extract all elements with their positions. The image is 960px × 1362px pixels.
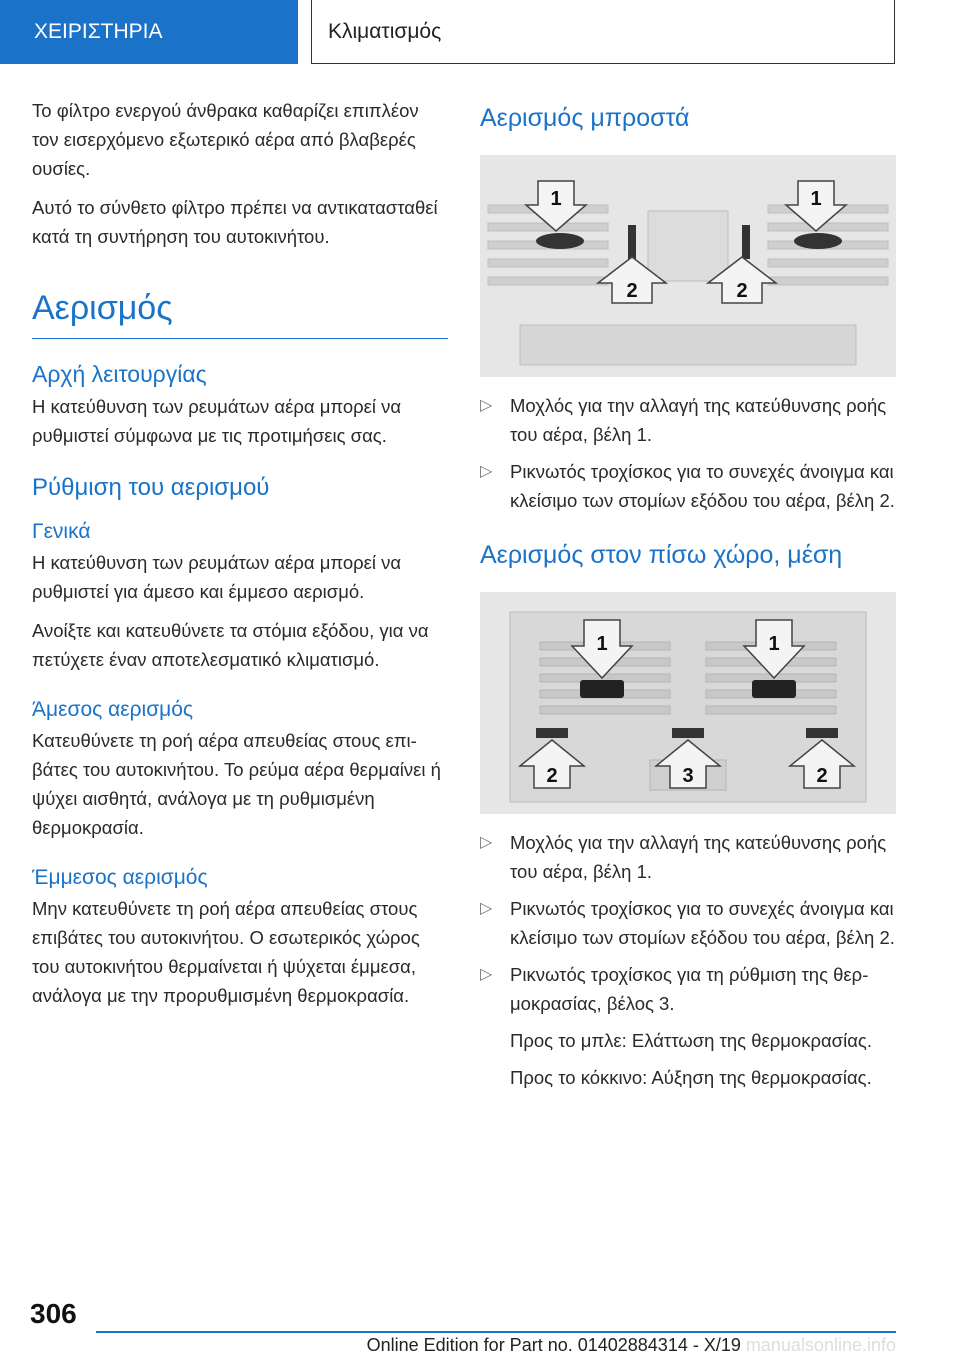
section-title: ΧΕΙΡΙΣΤΗΡΙΑ <box>34 20 163 43</box>
direct-text: Κατευθύνετε τη ροή αέρα απευθείας στους επιβάτες του αυτοκινήτου. Το ρεύμα αέρα θερμαίνει ή ψύχει αισθητά, ανάλογα με τη ρυθμισμένη θερμοκρασία. <box>32 730 441 838</box>
heading-general: Γενικά <box>32 520 91 543</box>
footer-rule <box>96 1331 896 1333</box>
list-item: ▷ Μοχλός για την αλλαγή της κατεύθυνσης ροής του αέρα, βέλη 1. <box>480 391 896 449</box>
section-heading-wrap <box>32 273 448 339</box>
indirect-text: Μην κατευθύνετε τη ροή αέρα απευθείας στους επιβάτες του αυτοκινήτου. Ο εσωτερικός χώρος του αυτοκινήτου θερμαίνεται ή ψύχεται έμμεσα, ανάλογα με την προρυθμισμένη θερμοκρασία. <box>32 898 420 1006</box>
triangle-bullet-icon: ▷ <box>480 900 493 917</box>
left-column <box>32 96 448 1020</box>
chapter-header <box>311 0 895 64</box>
triangle-bullet-icon: ▷ <box>480 834 493 851</box>
heading-front: Αερισμός μπροστά <box>480 104 690 132</box>
front-label-1a: 1 <box>550 188 562 210</box>
intro-paragraph-2: Αυτό το σύνθετο φίλτρο πρέπει να αντικατασταθεί κατά τη συντήρηση του αυτοκινήτου. <box>32 197 438 247</box>
general-paragraph-1: Η κατεύθυνση των ρευμάτων αέρα μπορεί να ρυθμιστεί για άμεσο και έμμεσο αερισμό. <box>32 552 402 602</box>
heading-setting: Ρύθμιση του αερισμού <box>32 474 270 501</box>
intro-paragraph-1: Το φίλτρο ενεργού άνθρακα καθαρίζει επιπλέον τον εισερχόμενο εξωτερικό αέρα από βλαβερές ουσίες. <box>32 100 419 179</box>
front-label-1b: 1 <box>810 188 822 210</box>
front-list <box>480 391 896 515</box>
front-label-2a: 2 <box>626 280 638 302</box>
rear-label-2b: 2 <box>816 765 828 787</box>
front-label-2b: 2 <box>736 280 748 302</box>
triangle-bullet-icon: ▷ <box>480 463 493 480</box>
heading-rear: Αερισμός στον πίσω χώρο, μέση <box>480 541 843 569</box>
front-vents-image <box>480 155 896 377</box>
front-vents-illustration <box>480 155 896 377</box>
heading-direct: Άμεσος αερισμός <box>32 698 194 721</box>
rear-vents-image <box>480 592 896 814</box>
list-item: ▷ Μοχλός για την αλλαγή της κατεύθυνσης ροής του αέρα, βέλη 1. <box>480 828 896 886</box>
chapter-title: Κλιματισμός <box>328 19 442 43</box>
list-item: ▷ Ρικνωτός τροχίσκος για το συνεχές άνοιγμα και κλείσιμο των στομίων εξόδου του αέρα, βέλη 2. <box>480 457 896 515</box>
watermark: manualsonline.info <box>745 1335 896 1355</box>
rear-list <box>480 828 896 1018</box>
list-item: ▷ Ρικνωτός τροχίσκος για το συνεχές άνοιγμα και κλείσιμο των στομίων εξόδου του αέρα, βέλη 2. <box>480 894 896 952</box>
rear-red-note: Προς το κόκκινο: Αύξηση της θερμοκρασίας. <box>510 1067 872 1088</box>
rear-label-1b: 1 <box>768 633 780 655</box>
list-item: ▷ Ρικνωτός τροχίσκος για τη ρύθμιση της θερμοκρασίας, βέλος 3. <box>480 960 896 1018</box>
footer-edition: Online Edition for Part no. 01402884314 - X/19 manualsonline.info <box>366 1335 896 1355</box>
section-tab <box>0 0 298 64</box>
heading-principle: Αρχή λειτουργίας <box>32 361 207 387</box>
rear-blue-note: Προς το μπλε: Ελάττωση της θερμοκρασίας. <box>510 1030 872 1051</box>
right-column <box>480 96 896 1100</box>
triangle-bullet-icon: ▷ <box>480 397 493 414</box>
triangle-bullet-icon: ▷ <box>480 966 493 983</box>
rear-label-2a: 2 <box>546 765 558 787</box>
rear-label-1a: 1 <box>596 633 608 655</box>
principle-text: Η κατεύθυνση των ρευμάτων αέρα μπορεί να ρυθμιστεί σύμφωνα με τις προτιμήσεις σας. <box>32 396 402 446</box>
page-number: 306 <box>30 1298 77 1329</box>
general-paragraph-2: Ανοίξτε και κατευθύνετε τα στόμια εξόδου, για να πετύχετε έναν αποτελεσματικό κλιματισμό. <box>32 620 429 670</box>
rear-label-3: 3 <box>682 765 694 787</box>
rear-vents-illustration <box>480 592 896 814</box>
section-heading: Αερισμός <box>32 289 173 327</box>
heading-indirect: Έμμεσος αερισμός <box>32 866 208 889</box>
